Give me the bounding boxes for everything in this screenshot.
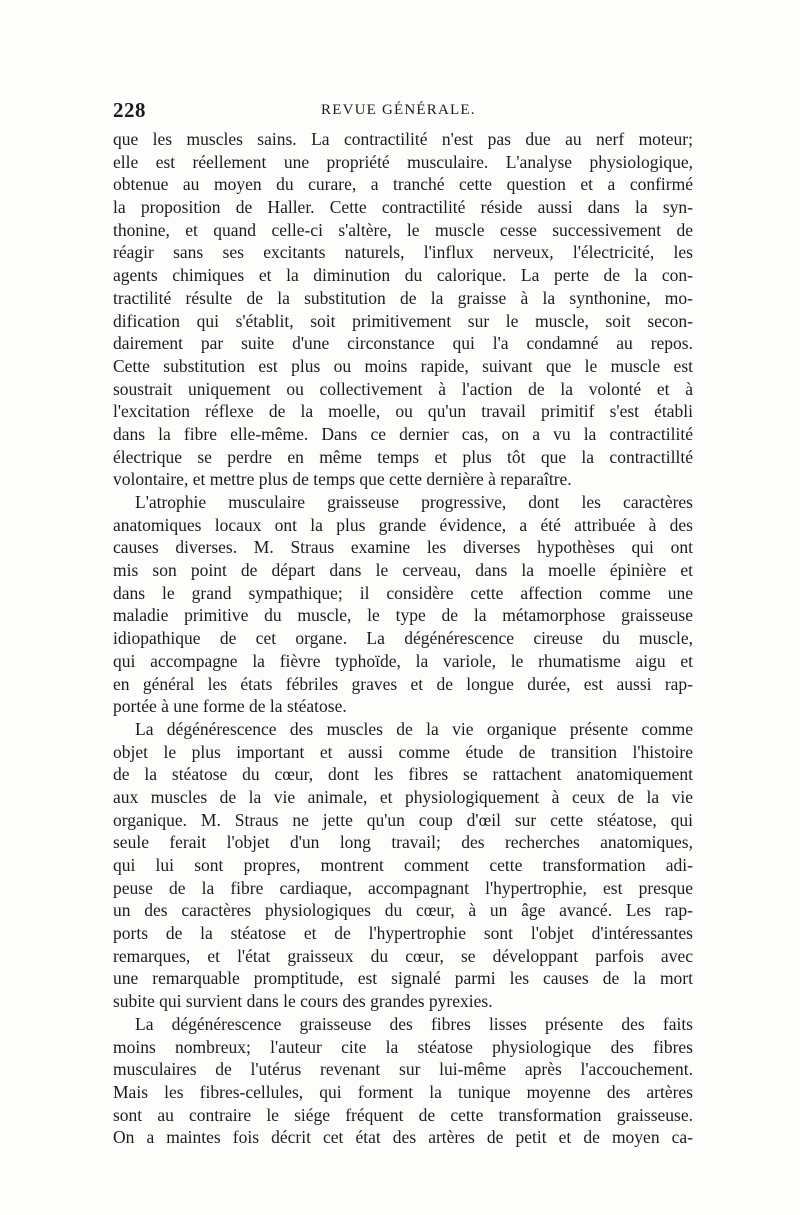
text-line: une remarquable promptitude, est signalé parmi les causes de la mort xyxy=(113,968,693,989)
paragraph-start-line: L'atrophie musculaire graisseuse progressive, dont les caractères xyxy=(135,492,693,512)
text-line: volontaire, et mettre plus de temps que cette dernière à reparaître. xyxy=(113,469,572,490)
text-line: dans la fibre elle-même. Dans ce dernier cas, on a vu la contractilité xyxy=(113,423,693,444)
paragraph-start-line: La dégénérescence graisseuse des fibres lisses présente des faits xyxy=(135,1013,693,1034)
text-line: seule ferait l'objet d'un long travail; des recherches anatomiques, xyxy=(113,832,693,853)
text-line: agents chimiques et la diminution du calorique. La perte de la con- xyxy=(113,265,693,286)
running-title: REVUE GÉNÉRALE. xyxy=(321,102,476,118)
text-line: Cette substitution est plus ou moins rapide, suivant que le muscle est xyxy=(113,355,693,376)
text-line: aux muscles de la vie animale, et physiologiquement à ceux de la vie xyxy=(113,786,693,807)
text-line: maladie primitive du muscle, le type de la métamorphose graisseuse xyxy=(113,605,693,626)
text-line: dification qui s'établit, soit primitivement sur le muscle, soit secon- xyxy=(113,310,693,331)
text-line: musculaires de l'utérus revenant sur lui-même après l'accouchement. xyxy=(113,1059,693,1080)
text-line: sont au contraire le siége fréquent de cette transformation graisseuse. xyxy=(113,1104,693,1125)
text-line: qui accompagne la fièvre typhoïde, la variole, le rhumatisme aigu et xyxy=(113,650,693,671)
text-line: obtenue au moyen du curare, a tranché cette question et a confirmé xyxy=(113,174,693,195)
text-line: causes diverses. M. Straus examine les diverses hypothèses qui ont xyxy=(113,537,693,558)
body-text xyxy=(113,128,693,1149)
text-line: peuse de la fibre cardiaque, accompagnant l'hypertrophie, est presque xyxy=(113,877,693,898)
text-line: objet le plus important et aussi comme étude de transition l'histoire xyxy=(113,741,693,762)
text-line: dans le grand sympathique; il considère cette affection comme une xyxy=(113,582,693,603)
text-line: remarques, et l'état graisseux du cœur, se développant parfois avec xyxy=(113,945,693,966)
page-header xyxy=(113,98,693,122)
text-line: électrique se perdre en même temps et plus tôt que la contractillté xyxy=(113,446,693,467)
text-line: en général les états fébriles graves et de longue durée, est aussi rap- xyxy=(113,673,693,694)
text-line: thonine, et quand celle-ci s'altère, le muscle cesse successivement de xyxy=(113,219,693,240)
text-line: qui lui sont propres, montrent comment cette transformation adi- xyxy=(113,855,693,875)
text-line: la proposition de Haller. Cette contractilité réside aussi dans la syn- xyxy=(113,197,693,218)
text-line: moins nombreux; l'auteur cite la stéatose physiologique des fibres xyxy=(113,1036,693,1057)
text-line: tractilité résulte de la substitution de la graisse à la synthonine, mo- xyxy=(113,287,693,308)
text-line: On a maintes fois décrit cet état des artères de petit et de moyen ca- xyxy=(113,1127,693,1148)
text-line: Mais les fibres-cellules, qui forment la tunique moyenne des artères xyxy=(113,1081,693,1102)
text-line: l'excitation réflexe de la moelle, ou qu'un travail primitif s'est établi xyxy=(113,401,693,422)
paragraph-start-line: La dégénérescence des muscles de la vie organique présente comme xyxy=(135,718,693,739)
text-line: dairement par suite d'une circonstance qui l'a condamné au repos. xyxy=(113,333,693,354)
text-line: portée à une forme de la stéatose. xyxy=(113,696,347,717)
text-line: anatomiques locaux ont la plus grande évidence, a été attribuée à des xyxy=(113,514,693,535)
text-line: ports de la stéatose et de l'hypertrophie sont l'objet d'intéressantes xyxy=(113,923,693,944)
text-line: subite qui survient dans le cours des grandes pyrexies. xyxy=(113,991,493,1012)
text-line: de la stéatose du cœur, dont les fibres se rattachent anatomiquement xyxy=(113,764,693,785)
page-number: 228 xyxy=(113,98,146,122)
text-line: mis son point de départ dans le cerveau, dans la moelle épinière et xyxy=(113,560,693,581)
text-line: un des caractères physiologiques du cœur, à un âge avancé. Les rap- xyxy=(113,900,693,921)
text-line: organique. M. Straus ne jette qu'un coup d'œil sur cette stéatose, qui xyxy=(113,809,693,830)
text-line: idiopathique de cet organe. La dégénérescence cireuse du muscle, xyxy=(113,628,693,649)
text-line: que les muscles sains. La contractilité n'est pas due au nerf moteur; xyxy=(113,129,693,149)
text-line: elle est réellement une propriété musculaire. L'analyse physiologique, xyxy=(113,151,693,172)
text-line: réagir sans ses excitants naturels, l'influx nerveux, l'électricité, les xyxy=(113,242,693,263)
text-line: soustrait uniquement ou collectivement à l'action de la volonté et à xyxy=(113,378,693,399)
